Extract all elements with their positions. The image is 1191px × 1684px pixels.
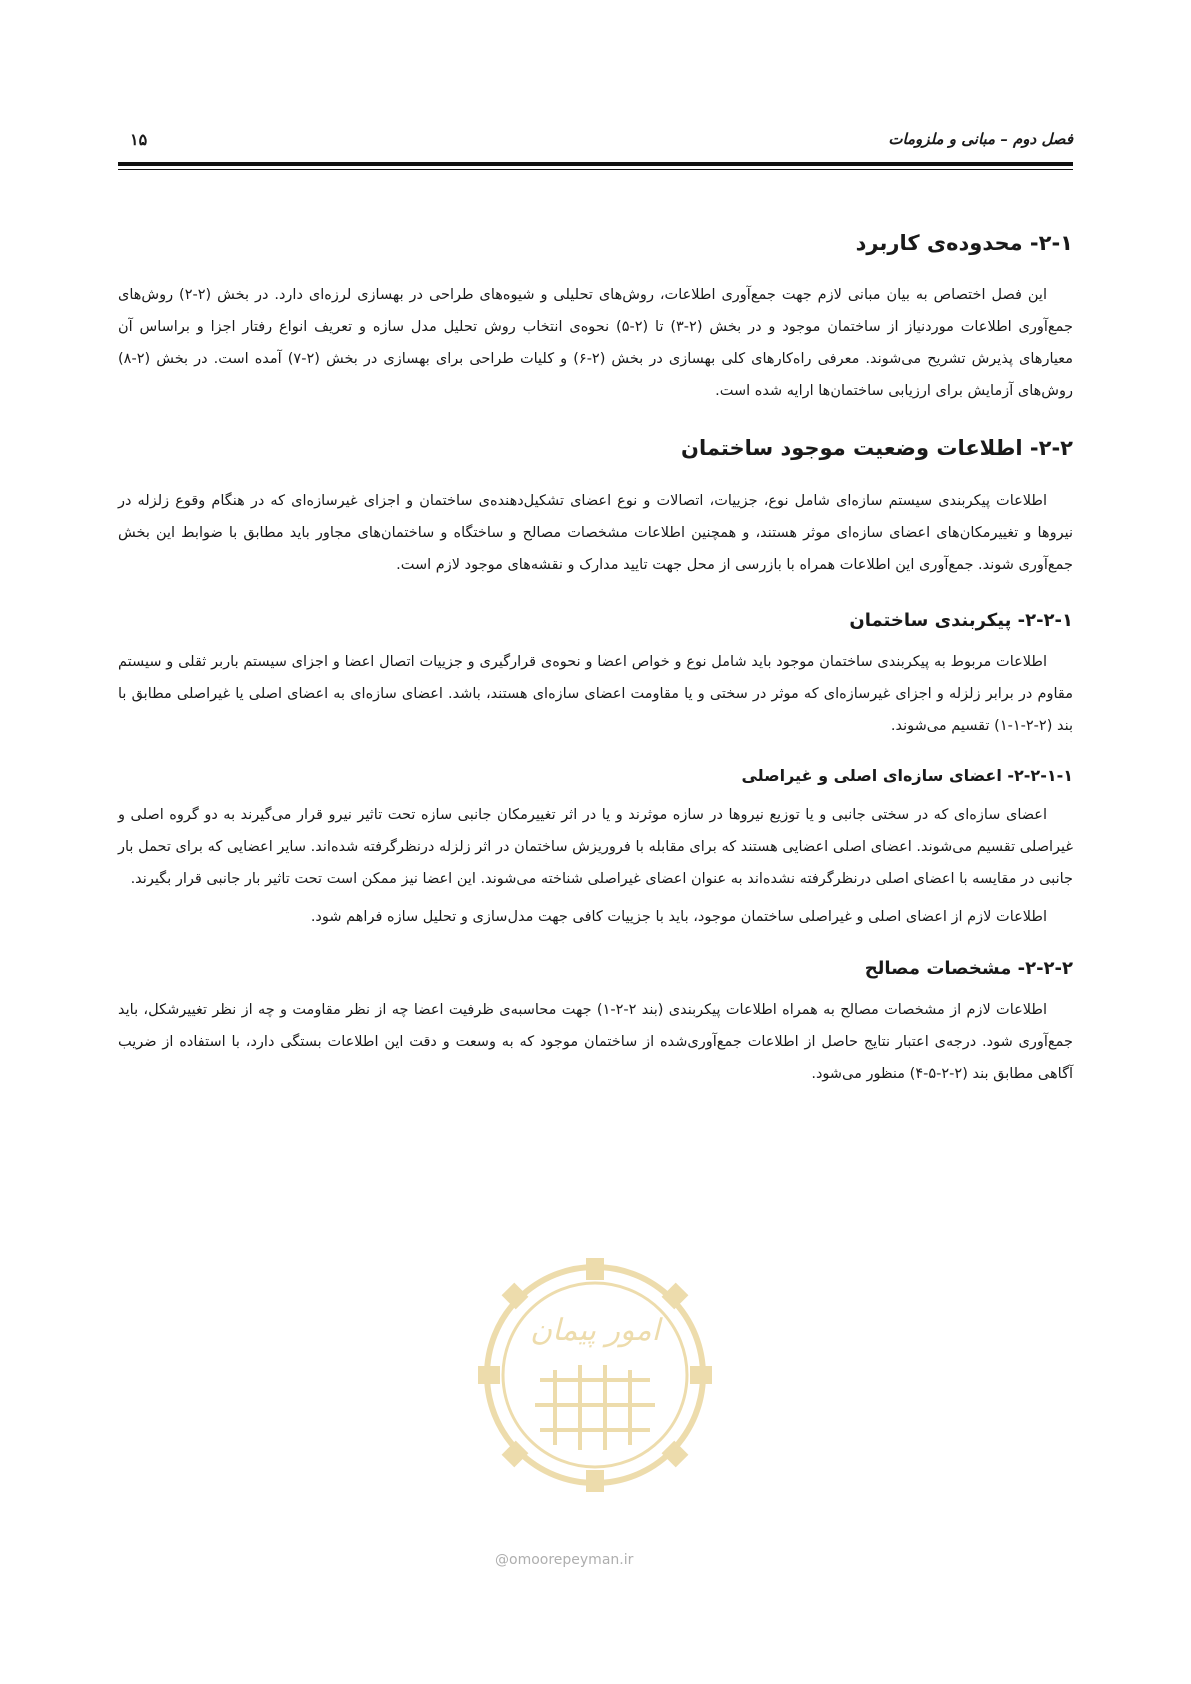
page-content — [118, 230, 1073, 1114]
header-rule-thick — [118, 162, 1073, 166]
subsection-heading: ۲-۲-۱- پیکربندی ساختمان — [849, 609, 1073, 631]
section-paragraph: این فصل اختصاص به بیان مبانی لازم جهت جمع‌آوری اطلاعات، روش‌های تحلیلی و شیوه‌های طراحی در بهسازی لرزه‌ای دارد. در بخش (۲-۲) روش‌های جمع‌آوری اطلاعات موردنیاز از ساختمان موجود و در بخش (۲-۳) تا (۲-۵) نحوه‌ی انتخاب روش تحلیل مدل سازه و تعریف انواع رفتار اجزا و براساس آن معیارهای پذیرش تشریح می‌شوند. معرفی راه‌کارهای کلی بهسازی در بخش (۲-۶) و کلیات طراحی برای بهسازی در بخش (۲-۷) آمده است. در بخش (۲-۸) روش‌های آزمایش برای ارزیابی ساختمان‌ها ارایه شده است. — [118, 287, 1074, 400]
header-rule-thin — [118, 169, 1073, 170]
section-primary-secondary-members — [118, 766, 1073, 933]
section-paragraph: اطلاعات لازم از اعضای اصلی و غیراصلی ساختمان موجود، باید با جزییات کافی جهت مدل‌سازی و تحلیل سازه فراهم شود. — [310, 908, 1047, 925]
section-material-properties — [118, 957, 1073, 1090]
subsubsection-heading: ۲-۲-۱-۱- اعضای سازه‌ای اصلی و غیراصلی — [741, 765, 1073, 785]
watermark-logo — [470, 1250, 720, 1500]
section-heading: ۲-۲- اطلاعات وضعیت موجود ساختمان — [681, 436, 1073, 461]
section-scope — [118, 230, 1073, 407]
section-heading: ۲-۱- محدوده‌ی کاربرد — [855, 231, 1073, 255]
page-number: ۱۵ — [130, 130, 148, 149]
section-building-configuration — [118, 609, 1073, 742]
section-paragraph: اطلاعات مربوط به پیکربندی ساختمان موجود باید شامل نوع و خواص اعضا و نحوه‌ی قرارگیری و جزییات اتصال اعضا و اجزای سیستم باربر ثقلی و سیستم مقاوم در برابر زلزله و اجزای غیرسازه‌ای که موثر در سختی و یا مقاومت اعضای سازه‌ای هستند، باشد. اعضای سازه‌ای به اعضای اصلی یا غیراصلی مطابق با بند (۲-۲-۱-۱) تقسیم می‌شوند. — [118, 653, 1073, 734]
section-paragraph: اطلاعات لازم از مشخصات مصالح به همراه اطلاعات پیکربندی (بند ۲-۲-۱) جهت محاسبه‌ی ظرفیت اعضا چه از نظر مقاومت و چه از نظر تغییرشکل، باید جمع‌آوری شود. درجه‌ی اعتبار نتایج حاصل از اطلاعات جمع‌آوری‌شده از ساختمان موجود که به وسعت و دقت این اطلاعات بستگی دارد، با استفاده از ضریب آگاهی مطابق بند (۲-۲-۵-۴) منظور می‌شود. — [118, 1002, 1073, 1083]
section-paragraph: اطلاعات پیکربندی سیستم سازه‌ای شامل نوع، جزییات، اتصالات و نوع اعضای تشکیل‌دهنده‌ی ساختمان و اجزای غیرسازه‌ای که در هنگام وقوع زلزله در نیروها و تغییرمکان‌های اعضای سازه‌ای موثر هستند، و همچنین اطلاعات مشخصات مصالح و ساختگاه و ساختمان‌های مجاور باید مطابق با ضوابط این بخش جمع‌آوری شوند. جمع‌آوری این اطلاعات همراه با بازرسی از محل جهت تایید مدارک و نقشه‌های موجود لازم است. — [118, 492, 1073, 573]
watermark-logo-text: امور پیمان — [530, 1313, 660, 1348]
page-header — [118, 124, 1073, 164]
running-title: فصل دوم – مبانی و ملزومات — [888, 130, 1073, 148]
subsection-heading: ۲-۲-۲- مشخصات مصالح — [864, 957, 1073, 979]
watermark-url: @omoorepeyman.ir — [495, 1552, 634, 1568]
section-existing-conditions — [118, 435, 1073, 580]
section-paragraph: اعضای سازه‌ای که در سختی جانبی و یا توزیع نیروها در سازه موثرند و یا در اثر تغییرمکان جانبی سازه تحت تاثیر نیرو قرار می‌گیرند به دو گروه اصلی و غیراصلی تقسیم می‌شوند. اعضای اصلی اعضایی هستند که برای مقابله با فروریزش ساختمان در اثر زلزله درنظرگرفته شده‌اند. سایر اعضایی که برای تحمل بار جانبی در مقایسه با اعضای اصلی درنظرگرفته نشده‌اند به عنوان اعضای غیراصلی شناخته می‌شوند. این اعضا نیز ممکن است تحت تاثیر بار جانبی قرار بگیرند. — [118, 806, 1073, 887]
